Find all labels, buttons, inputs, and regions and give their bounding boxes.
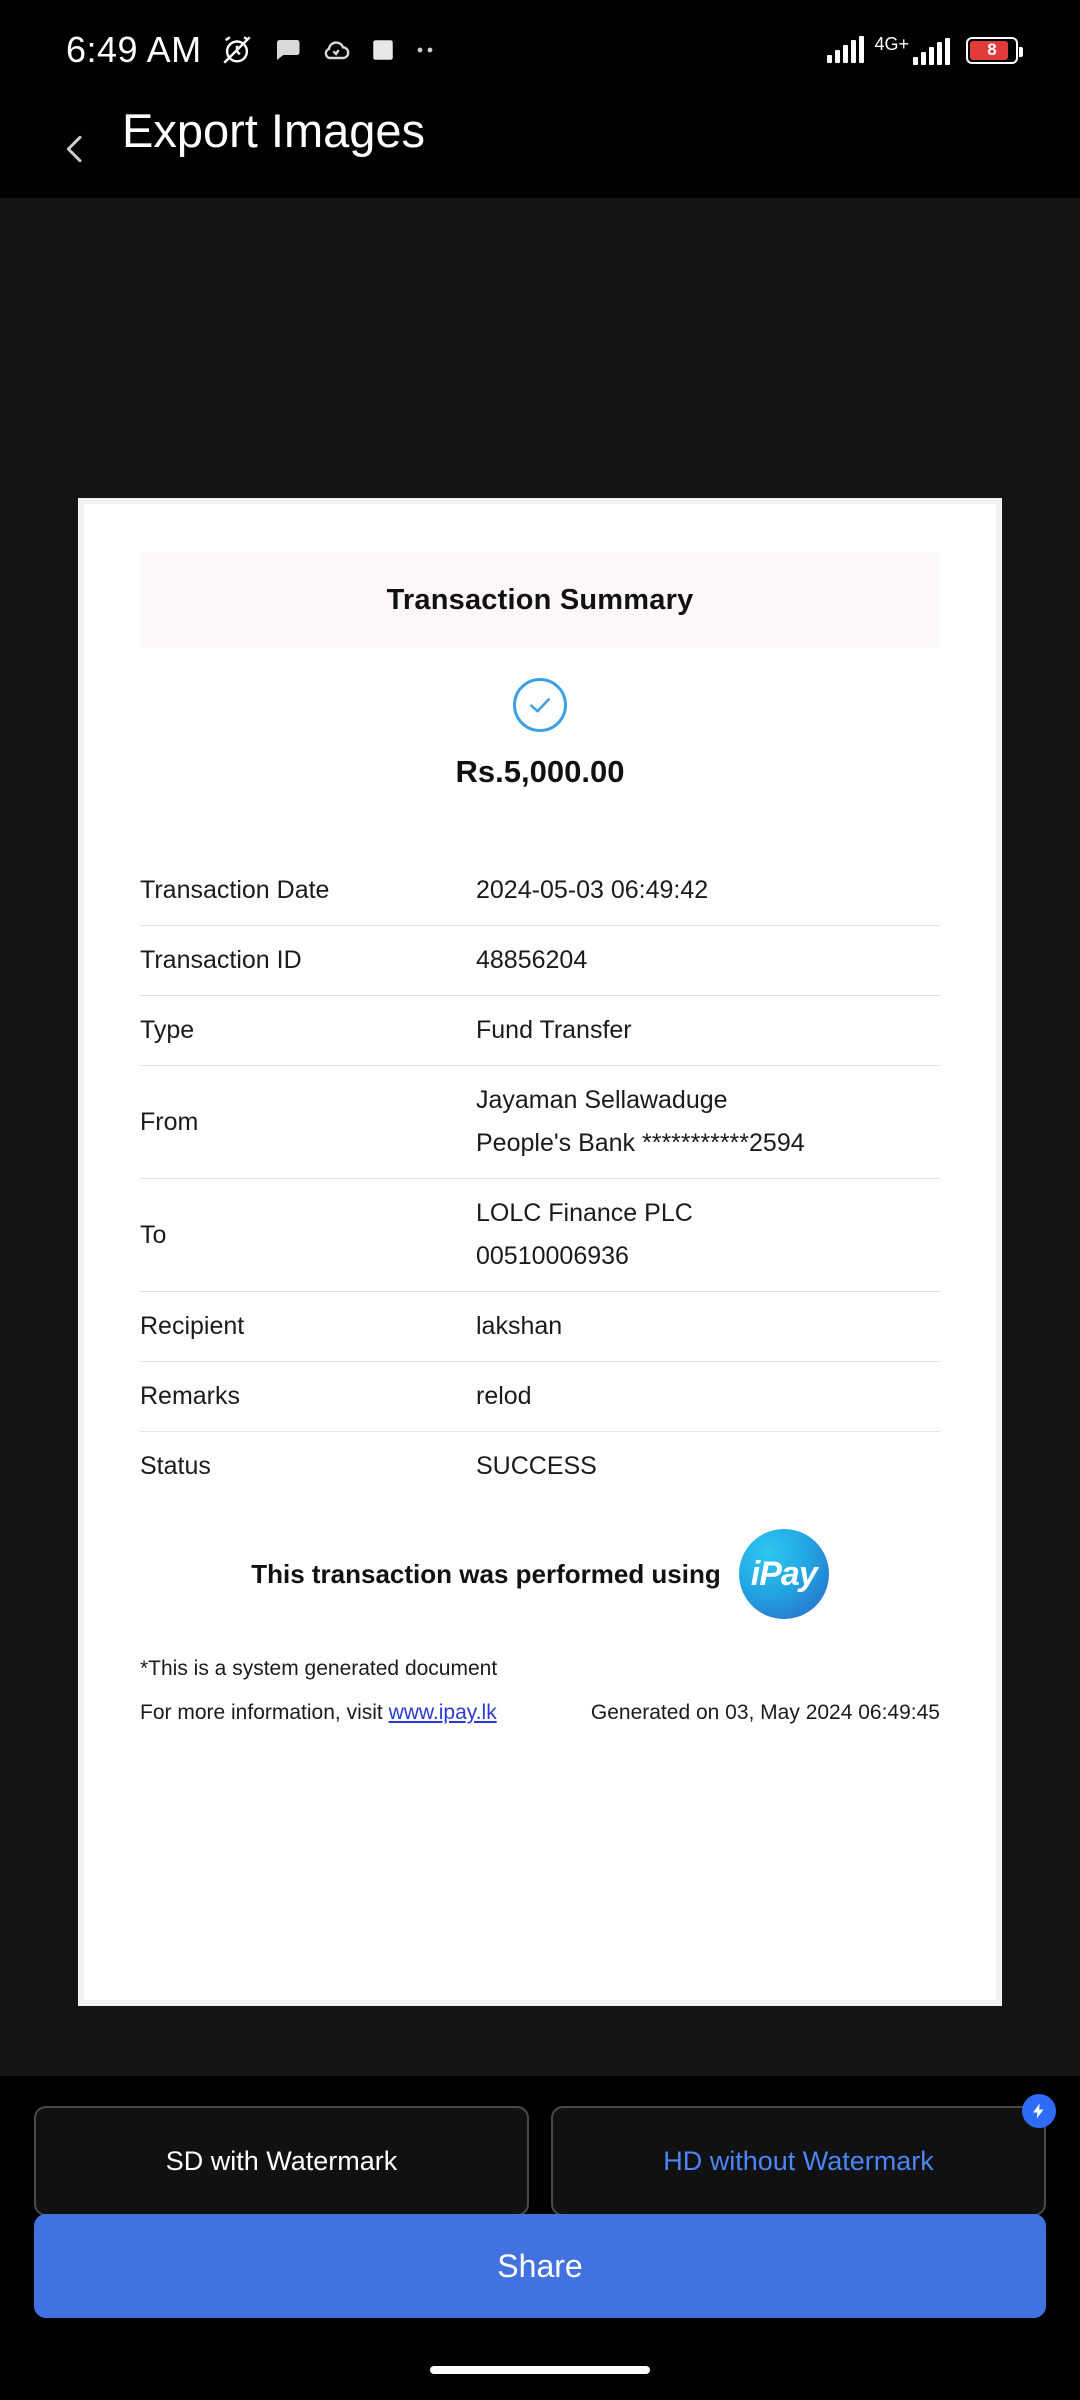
receipt-title-band: [140, 552, 940, 648]
table-row: [140, 1179, 940, 1292]
footer-info-prefix: For more information, visit: [140, 1701, 389, 1724]
table-row: [140, 1066, 940, 1179]
table-row: [140, 1292, 940, 1362]
row-value: SUCCESS: [476, 1452, 597, 1480]
sd-with-watermark-option[interactable]: SD with Watermark: [34, 2106, 529, 2216]
transaction-amount: Rs.5,000.00: [455, 754, 625, 789]
row-value: relod: [476, 1382, 532, 1410]
table-row: [140, 1432, 940, 1502]
more-dots-icon: [414, 44, 442, 56]
lightning-bolt-icon: [1022, 2094, 1056, 2128]
check-circle-icon: [513, 678, 567, 732]
performed-using-row: [140, 1529, 940, 1619]
status-bar-left: [66, 29, 442, 71]
row-label: Transaction Date: [140, 876, 330, 904]
row-value: [476, 1066, 940, 1179]
status-bar-clock: 6:49 AM: [66, 29, 202, 70]
transaction-receipt-card: [78, 498, 1002, 2006]
row-value-line1: LOLC Finance PLC: [476, 1199, 693, 1227]
ipay-website-link[interactable]: www.ipay.lk: [388, 1701, 497, 1724]
image-preview-area: [0, 198, 1080, 2076]
performed-using-label: This transaction was performed using: [251, 1558, 721, 1589]
row-value: Fund Transfer: [476, 1016, 632, 1044]
row-value: 48856204: [476, 946, 588, 974]
status-bar-right: [827, 35, 1018, 65]
row-value: lakshan: [476, 1312, 563, 1340]
table-row: [140, 926, 940, 996]
row-label: From: [140, 1107, 199, 1136]
system-generated-note: *This is a system generated document: [140, 1657, 498, 1680]
home-indicator[interactable]: [430, 2366, 650, 2374]
footer-generated-text: Generated on 03, May 2024 06:49:45: [590, 1701, 940, 1724]
bottom-action-bar: [0, 2076, 1080, 2400]
ipay-logo-icon: iPay: [739, 1529, 829, 1619]
row-value: [476, 1179, 940, 1292]
share-button[interactable]: Share: [34, 2214, 1046, 2318]
row-label: Recipient: [140, 1312, 245, 1340]
signal-strength-icon-1: [827, 37, 864, 63]
table-row: [140, 1362, 940, 1432]
row-label: To: [140, 1220, 167, 1249]
battery-percent-label: 8: [987, 40, 997, 59]
receipt-title: Transaction Summary: [386, 583, 694, 616]
row-value: 2024-05-03 06:49:42: [476, 876, 709, 904]
signal-strength-group: [874, 35, 950, 65]
hd-without-watermark-option[interactable]: [551, 2106, 1046, 2216]
transaction-details-table: [140, 856, 940, 1501]
signal-strength-icon-2: [913, 39, 950, 65]
row-value-line2: People's Bank ***********2594: [476, 1129, 805, 1157]
footer-info-text: [140, 1701, 497, 1725]
row-label: Remarks: [140, 1382, 241, 1410]
page-title: Export Images: [122, 104, 426, 157]
row-value-line1: Jayaman Sellawaduge: [476, 1086, 728, 1114]
success-check-wrap: [140, 678, 940, 732]
battery-icon: [966, 37, 1018, 64]
row-value-line2: 00510006936: [476, 1242, 629, 1270]
hd-option-label: HD without Watermark: [663, 2145, 934, 2176]
alarm-off-icon: [220, 33, 254, 67]
network-type-label: 4G+: [874, 34, 909, 54]
table-row: [140, 996, 940, 1066]
row-label: Status: [140, 1452, 211, 1480]
receipt-footer: [140, 1701, 940, 1725]
app-header: [0, 100, 1080, 198]
export-options-row: [34, 2106, 1046, 2216]
table-row: [140, 856, 940, 926]
row-label: Transaction ID: [140, 946, 302, 974]
chat-bubble-icon: [272, 35, 302, 65]
row-label: Type: [140, 1016, 195, 1044]
status-bar: [0, 0, 1080, 100]
cloud-sync-icon: [320, 34, 352, 66]
back-button[interactable]: [42, 116, 108, 182]
square-app-icon: [370, 37, 396, 63]
